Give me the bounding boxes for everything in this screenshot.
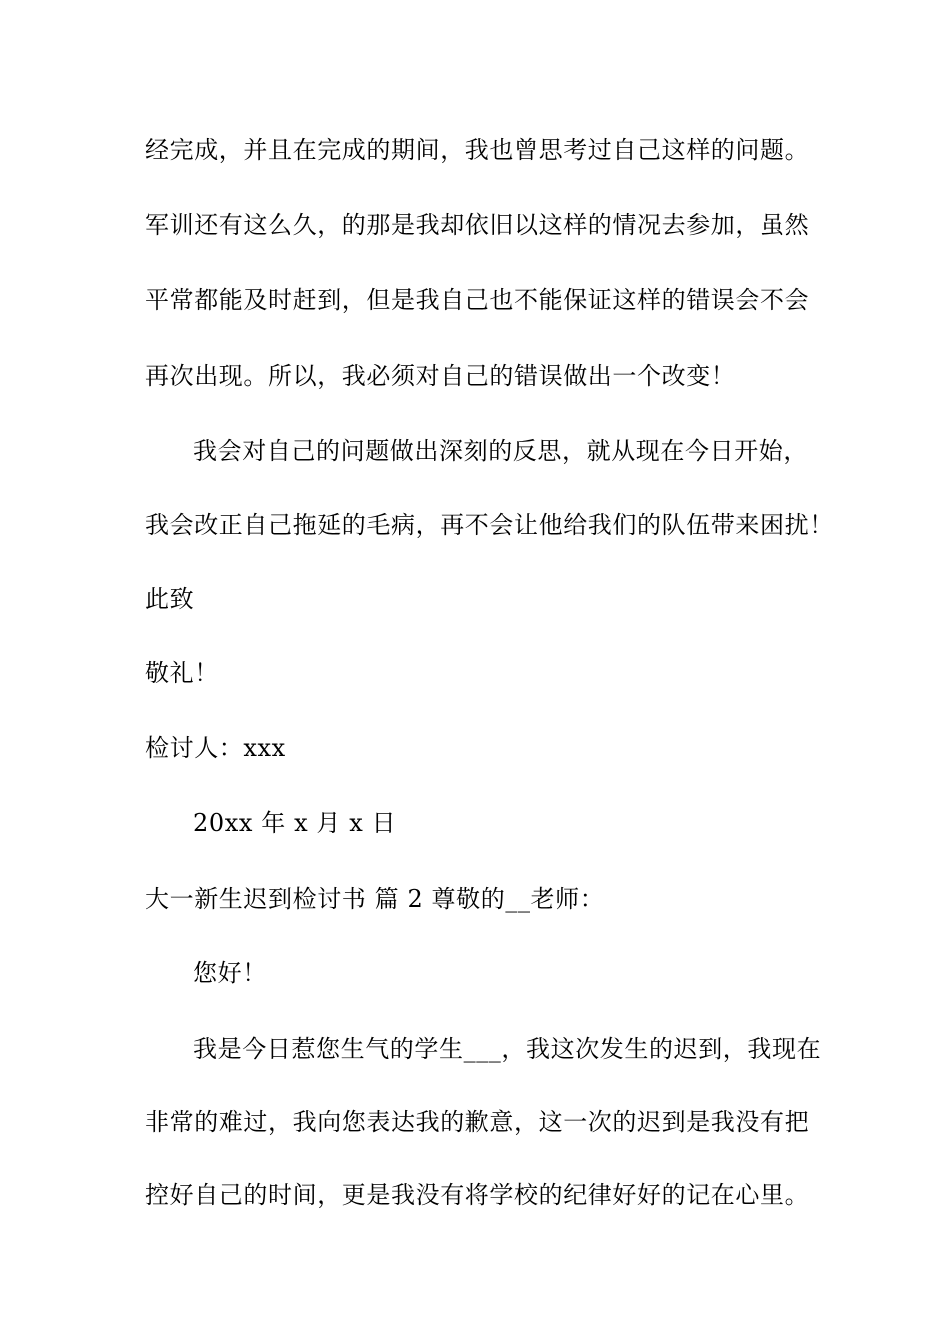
paragraph-line-5: 我会对自己的问题做出深刻的反思，就从现在今日开始， — [193, 437, 808, 465]
paragraph-line-3: 平常都能及时赶到，但是我自己也不能保证这样的错误会不会 — [145, 286, 810, 314]
signer-line: 检讨人：xxx — [145, 734, 286, 762]
closing-salutation: 此致 — [145, 585, 195, 613]
paragraph-line-1: 经完成，并且在完成的期间，我也曾思考过自己这样的问题。 — [145, 136, 810, 164]
paragraph-line-2: 军训还有这么久，的那是我却依旧以这样的情况去参加，虽然 — [145, 211, 810, 239]
paragraph-line-7: 我是今日惹您生气的学生___，我这次发生的迟到，我现在 — [193, 1035, 822, 1063]
closing-respect: 敬礼！ — [145, 659, 219, 687]
paragraph-line-6: 我会改正自己拖延的毛病，再不会让他给我们的队伍带来困扰！ — [145, 511, 834, 539]
paragraph-line-9: 控好自己的时间，更是我没有将学校的纪律好好的记在心里。 — [145, 1181, 810, 1209]
paragraph-line-4: 再次出现。所以，我必须对自己的错误做出一个改变！ — [145, 362, 736, 390]
section-heading: 大一新生迟到检讨书 篇 2 尊敬的__老师： — [145, 885, 605, 913]
date-line: 20xx 年 x 月 x 日 — [193, 809, 397, 837]
greeting-line: 您好！ — [193, 959, 267, 987]
paragraph-line-8: 非常的难过，我向您表达我的歉意，这一次的迟到是我没有把 — [145, 1108, 810, 1136]
